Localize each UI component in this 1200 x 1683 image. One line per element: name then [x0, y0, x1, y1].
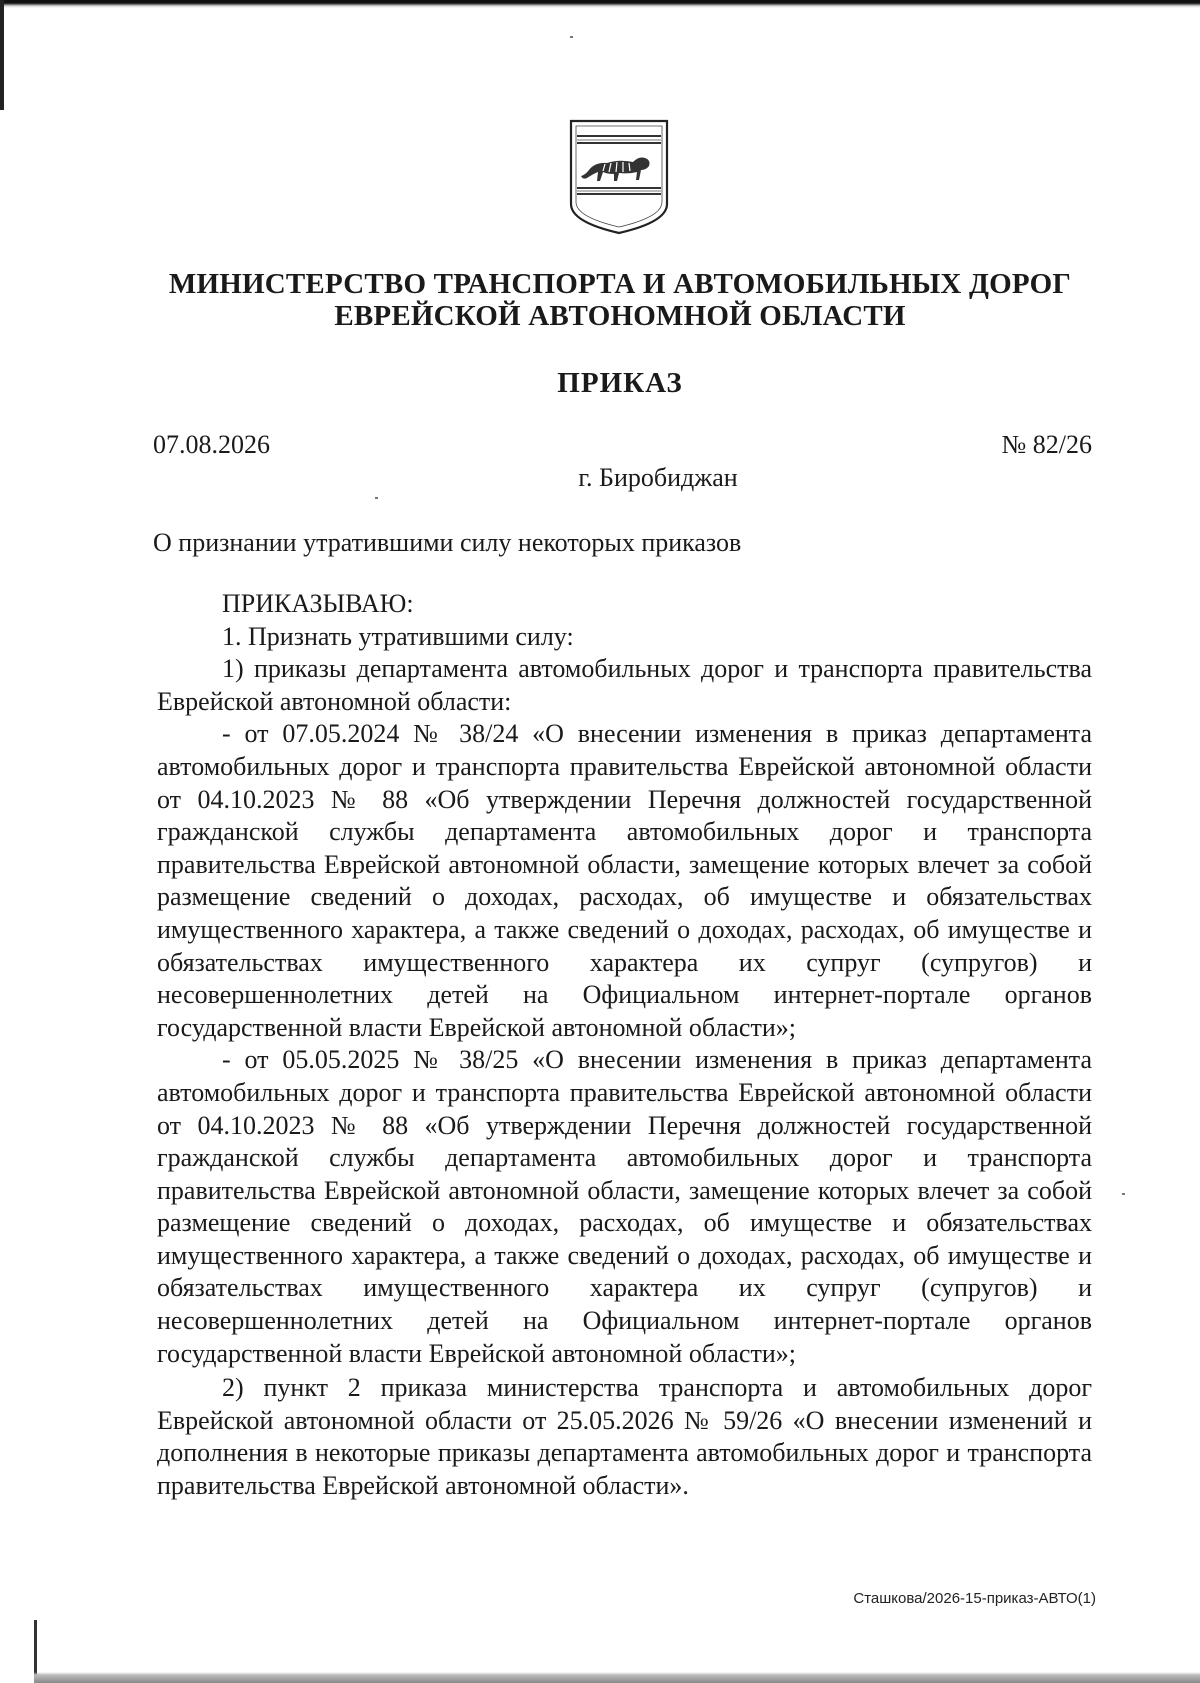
subitem-1: 1) приказы департамента автомобильных дорог и транспорта правительства Еврейской автономной области: [157, 654, 1092, 716]
scan-edge-bottom [34, 1672, 1200, 1683]
coat-of-arms-icon [567, 118, 671, 236]
item-1: 1. Признать утратившими силу: [222, 621, 574, 651]
organization-name-line2: ЕВРЕЙСКОЙ АВТОНОМНОЙ ОБЛАСТИ [334, 300, 906, 332]
dash-item-1: - от 07.05.2024 № 38/24 «О внесении изменения в приказ департамента автомобильных дорог и транспорта правительства Еврейской автономной области от 04.10.2023 № 88 «Об утверждении Перечня должностей государственной гражданской службы департамента автомобильных дорог и транспорта правительства Еврейской автономной области, замещение которых влечет за собой размещение сведений о доходах, расходах, об имуществе и обязательствах имущественного характера, а также сведений о доходах, расходах, об имуществе и обязательствах имущественного характера их супруг (супругов) и несовершеннолетних детей на Официальном интернет-портале органов государственной власти Еврейской автономной области»; [157, 719, 1092, 1042]
document-number: № 82/26 [1001, 430, 1092, 459]
document-body [157, 588, 1092, 1503]
document-type: ПРИКАЗ [557, 367, 683, 399]
scan-edge-left [0, 0, 4, 110]
document-city: г. Биробиджан [578, 463, 738, 492]
organization-name-line1: МИНИСТЕРСТВО ТРАНСПОРТА И АВТОМОБИЛЬНЫХ ДОРОГ [168, 268, 1072, 300]
subitem-2: 2) пункт 2 приказа министерства транспорта и автомобильных дорог Еврейской автономной области от 25.05.2026 № 59/26 «О внесении изменений и дополнения в некоторые приказы департамента автомобильных дорог и транспорта правительства Еврейской автономной области». [157, 1373, 1092, 1501]
organization-name [0, 268, 1200, 332]
order-word: ПРИКАЗЫВАЮ: [222, 589, 414, 618]
file-reference: Сташкова/2026-15-приказ-АВТО(1) [853, 1590, 1096, 1607]
scan-speck [1122, 1193, 1125, 1195]
scan-speck [570, 36, 573, 38]
document-subject: О признании утратившими силу некоторых приказов [153, 528, 742, 557]
scan-speck [375, 497, 378, 499]
document-date: 07.08.2026 [153, 430, 270, 459]
dash-item-2: - от 05.05.2025 № 38/25 «О внесении изменения в приказ департамента автомобильных дорог и транспорта правительства Еврейской автономной области от 04.10.2023 № 88 «Об утверждении Перечня должностей государственной гражданской службы департамента автомобильных дорог и транспорта правительства Еврейской автономной области, замещение которых влечет за собой размещение сведений о доходах, расходах, об имуществе и обязательствах имущественного характера, а также сведений о доходах, расходах, об имуществе и обязательствах имущественного характера их супруг (супругов) и несовершеннолетних детей на Официальном интернет-портале органов государственной власти Еврейской автономной области»; [157, 1045, 1092, 1368]
scan-edge-top [0, 0, 1200, 8]
